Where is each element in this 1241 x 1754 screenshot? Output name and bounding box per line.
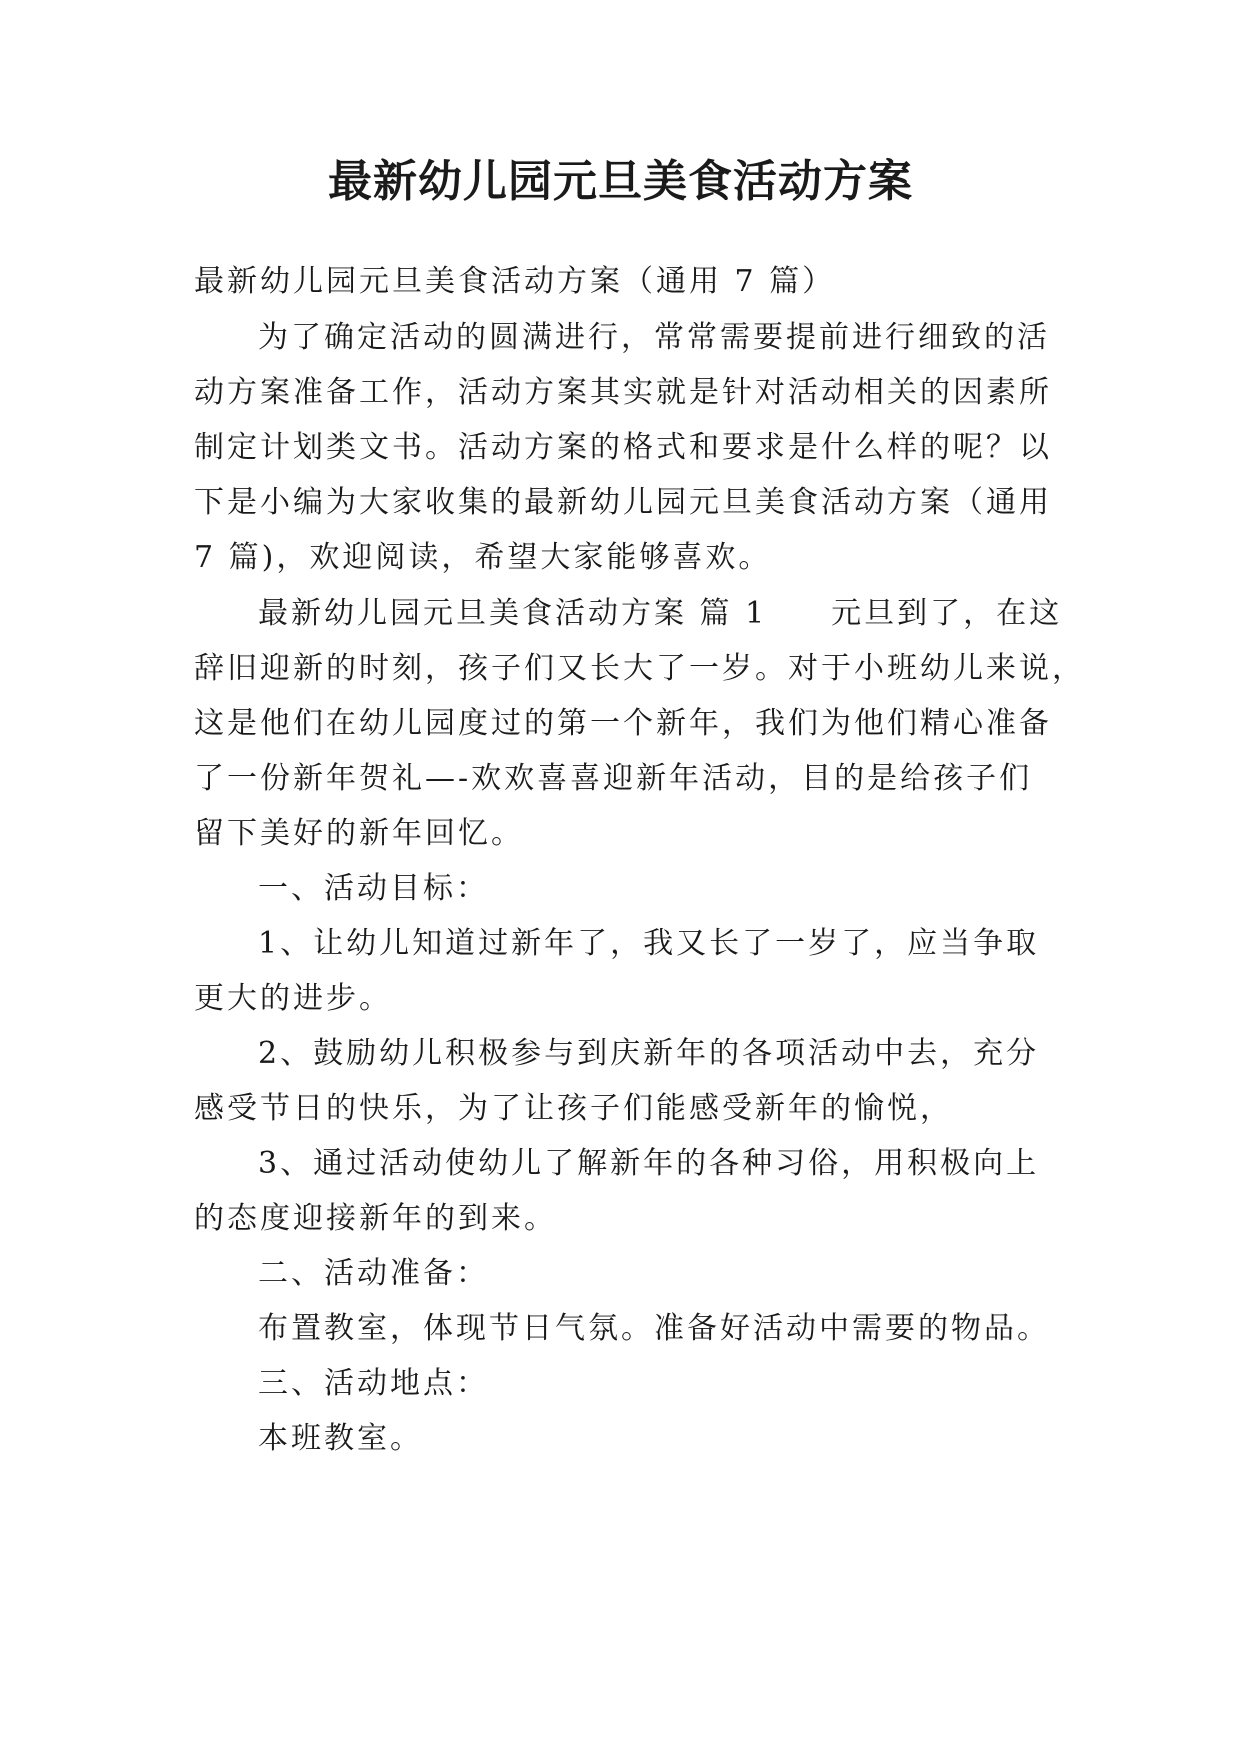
prep-heading: 二、活动准备： bbox=[258, 1256, 489, 1291]
document-subtitle: 最新幼儿园元旦美食活动方案（通用 7 篇） bbox=[194, 264, 836, 299]
document-title: 最新幼儿园元旦美食活动方案 bbox=[328, 156, 913, 207]
goal2-line-1: 2、鼓励幼儿积极参与到庆新年的各项活动中去，充分 bbox=[258, 1036, 1040, 1071]
goal3-line-2: 的态度迎接新年的到来。 bbox=[194, 1201, 557, 1236]
goal1-line-2: 更大的进步。 bbox=[194, 981, 392, 1016]
goal3-line-1: 3、通过活动使幼儿了解新年的各种习俗，用积极向上 bbox=[258, 1146, 1040, 1181]
section1-line-1: 辞旧迎新的时刻，孩子们又长大了一岁。对于小班幼儿来说， bbox=[194, 651, 1085, 686]
intro-line-4: 下是小编为大家收集的最新幼儿园元旦美食活动方案（通用 bbox=[194, 485, 1052, 520]
place-heading: 三、活动地点： bbox=[258, 1366, 489, 1401]
section1-line-3: 了一份新年贺礼—-欢欢喜喜迎新年活动，目的是给孩子们 bbox=[194, 761, 1033, 796]
section1-heading-line bbox=[258, 594, 1062, 634]
intro-line-3: 制定计划类文书。活动方案的格式和要求是什么样的呢？以 bbox=[194, 430, 1052, 465]
intro-line-5: 7 篇)，欢迎阅读，希望大家能够喜欢。 bbox=[194, 540, 772, 575]
intro-line-1: 为了确定活动的圆满进行，常常需要提前进行细致的活 bbox=[258, 320, 1050, 355]
goal1-line-1: 1、让幼儿知道过新年了，我又长了一岁了，应当争取 bbox=[258, 926, 1040, 961]
section1-line-2: 这是他们在幼儿园度过的第一个新年，我们为他们精心准备 bbox=[194, 706, 1052, 741]
place-text: 本班教室。 bbox=[258, 1421, 423, 1456]
goal2-line-2: 感受节日的快乐，为了让孩子们能感受新年的愉悦， bbox=[194, 1091, 953, 1126]
prep-text: 布置教室，体现节日气氛。准备好活动中需要的物品。 bbox=[258, 1311, 1050, 1346]
section1-lead: 元旦到了，在这 bbox=[831, 596, 1063, 631]
section1-line-4: 留下美好的新年回忆。 bbox=[194, 816, 524, 851]
goals-heading: 一、活动目标： bbox=[258, 871, 489, 906]
intro-line-2: 动方案准备工作，活动方案其实就是针对活动相关的因素所 bbox=[194, 375, 1052, 410]
section1-heading: 最新幼儿园元旦美食活动方案 篇 1 bbox=[258, 596, 768, 631]
